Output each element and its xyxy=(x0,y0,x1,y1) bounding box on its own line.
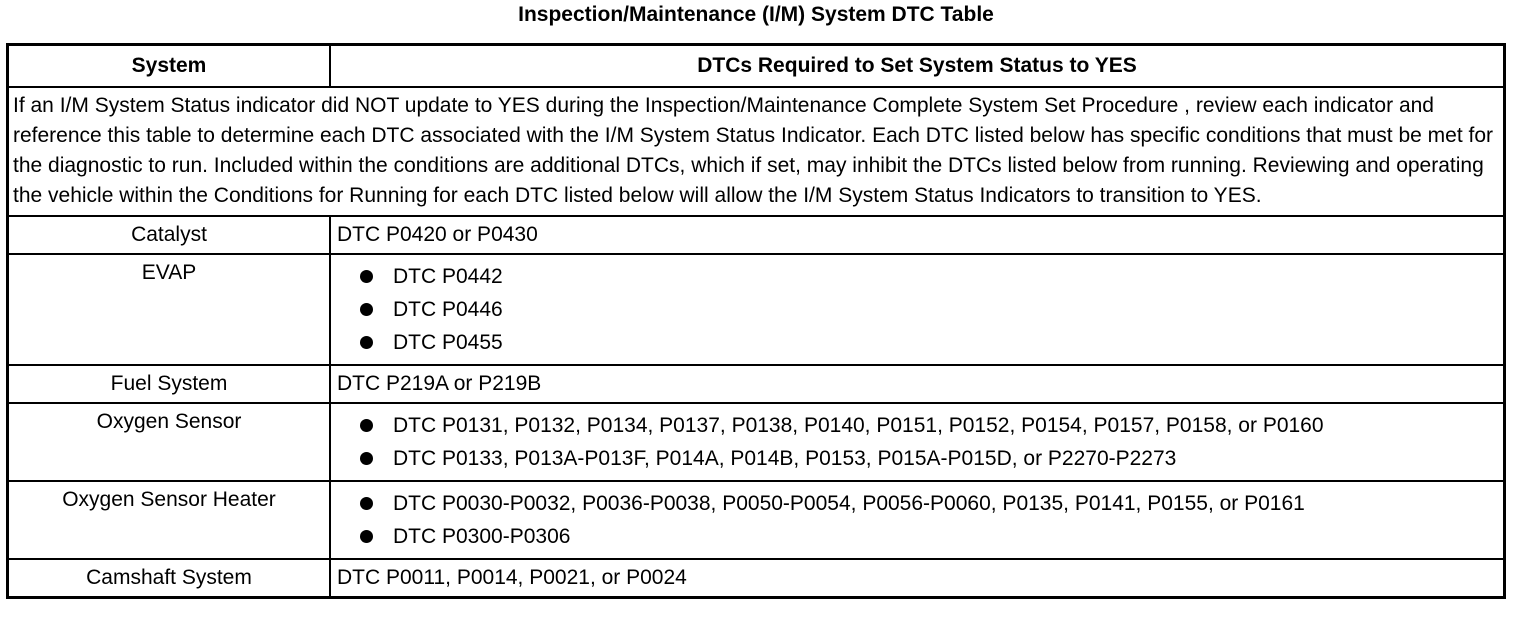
system-cell: EVAP xyxy=(8,254,331,365)
table-row xyxy=(8,403,1505,481)
dtc-item-text: DTC P0455 xyxy=(393,331,503,354)
bullet-icon xyxy=(360,336,373,349)
table-row xyxy=(8,559,1505,598)
intro-text: If an I/M System Status indicator did NOT update to YES during the Inspection/Maintenance Complete System Set Procedure , review each indicator and reference this table to determine each DTC associated with the I/M System Status Indicator. Each DTC listed below has specific conditions that must be met for the diagnostic to run. Included within the conditions are additional DTCs, which if set, may inhibit the DTCs listed below from running. Reviewing and operating the vehicle within the Conditions for Running for each DTC listed below will allow the I/M System Status Indicators to transition to YES. xyxy=(8,87,1505,216)
dtc-cell xyxy=(330,481,1505,559)
bullet-icon xyxy=(360,497,373,510)
header-dtcs: DTCs Required to Set System Status to YES xyxy=(330,45,1505,88)
table-row xyxy=(8,254,1505,365)
header-system: System xyxy=(8,45,331,88)
dtc-item-text: DTC P0133, P013A-P013F, P014A, P014B, P0153, P015A-P015D, or P2270-P2273 xyxy=(393,447,1177,470)
list-item xyxy=(357,409,1497,442)
table-row xyxy=(8,481,1505,559)
dtc-item-text: DTC P0030-P0032, P0036-P0038, P0050-P0054, P0056-P0060, P0135, P0141, P0155, or P0161 xyxy=(393,492,1305,515)
list-item xyxy=(357,326,1497,359)
dtc-cell xyxy=(330,254,1505,365)
dtc-item-text: DTC P0442 xyxy=(393,265,503,288)
table-row xyxy=(8,216,1505,254)
system-cell: Camshaft System xyxy=(8,559,331,598)
table-row xyxy=(8,365,1505,403)
system-cell: Oxygen Sensor xyxy=(8,403,331,481)
page-title: Inspection/Maintenance (I/M) System DTC Table xyxy=(518,3,994,26)
table-header-row xyxy=(8,45,1505,88)
list-item xyxy=(357,293,1497,326)
list-item xyxy=(357,487,1497,520)
list-item xyxy=(357,520,1497,553)
dtc-list xyxy=(337,404,1497,480)
dtc-list xyxy=(337,482,1497,558)
dtc-cell xyxy=(330,403,1505,481)
dtc-cell: DTC P0420 or P0430 xyxy=(330,216,1505,254)
list-item xyxy=(357,442,1497,475)
list-item xyxy=(357,260,1497,293)
dtc-table xyxy=(6,43,1506,599)
dtc-item-text: DTC P0446 xyxy=(393,298,503,321)
bullet-icon xyxy=(360,452,373,465)
dtc-item-text: DTC P0300-P0306 xyxy=(393,525,571,548)
dtc-cell: DTC P219A or P219B xyxy=(330,365,1505,403)
dtc-list xyxy=(337,255,1497,364)
bullet-icon xyxy=(360,270,373,283)
system-cell: Oxygen Sensor Heater xyxy=(8,481,331,559)
bullet-icon xyxy=(360,303,373,316)
dtc-item-text: DTC P0131, P0132, P0134, P0137, P0138, P0140, P0151, P0152, P0154, P0157, P0158, or P0160 xyxy=(393,414,1324,437)
dtc-cell: DTC P0011, P0014, P0021, or P0024 xyxy=(330,559,1505,598)
bullet-icon xyxy=(360,530,373,543)
intro-row xyxy=(8,87,1505,216)
system-cell: Fuel System xyxy=(8,365,331,403)
bullet-icon xyxy=(360,419,373,432)
system-cell: Catalyst xyxy=(8,216,331,254)
